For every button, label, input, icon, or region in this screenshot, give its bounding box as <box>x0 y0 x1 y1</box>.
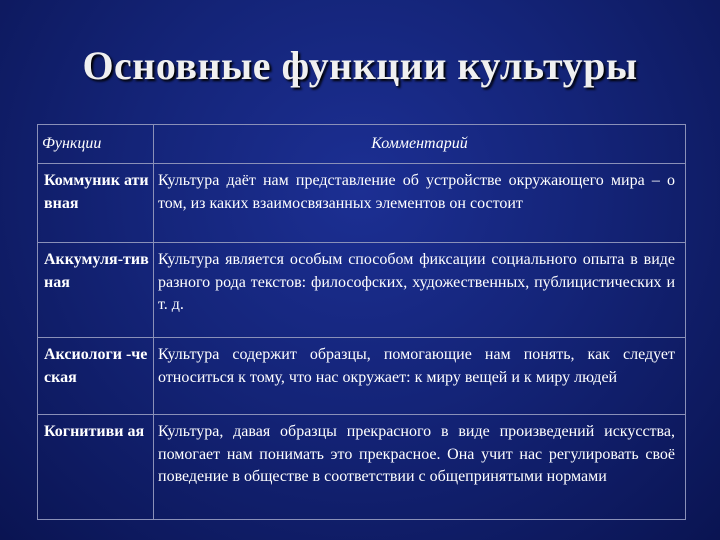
comment-cell: Культура даёт нам представление об устройстве окружающего мира – о том, из каких взаимосвязанных элементов он состоит <box>154 164 686 243</box>
column-header-comment: Комментарий <box>154 125 686 164</box>
function-name-cell: Когнитиви ая <box>38 415 154 520</box>
table-row <box>38 338 686 415</box>
table-header-row <box>38 125 686 164</box>
comment-cell: Культура, давая образцы прекрасного в виде произведений искусства, помогает нам понимать это прекрасное. Она учит нас регулировать своё поведение в обществе в соответствии с общепринятыми нормами <box>154 415 686 520</box>
function-name-cell: Коммуник ативная <box>38 164 154 243</box>
function-name-cell: Аксиологи -ческая <box>38 338 154 415</box>
comment-cell: Культура является особым способом фиксации социального опыта в виде разного рода текстов: философских, художественных, публицистических и т. д. <box>154 243 686 338</box>
functions-table <box>37 124 686 520</box>
column-header-functions: Функции <box>38 125 154 164</box>
function-name-cell: Аккумуля-тивная <box>38 243 154 338</box>
comment-cell: Культура содержит образцы, помогающие нам понять, как следует относиться к тому, что нас окружает: к миру вещей и к миру людей <box>154 338 686 415</box>
table-row <box>38 415 686 520</box>
slide-title: Основные функции культуры <box>82 43 638 88</box>
table-row <box>38 164 686 243</box>
table-row <box>38 243 686 338</box>
